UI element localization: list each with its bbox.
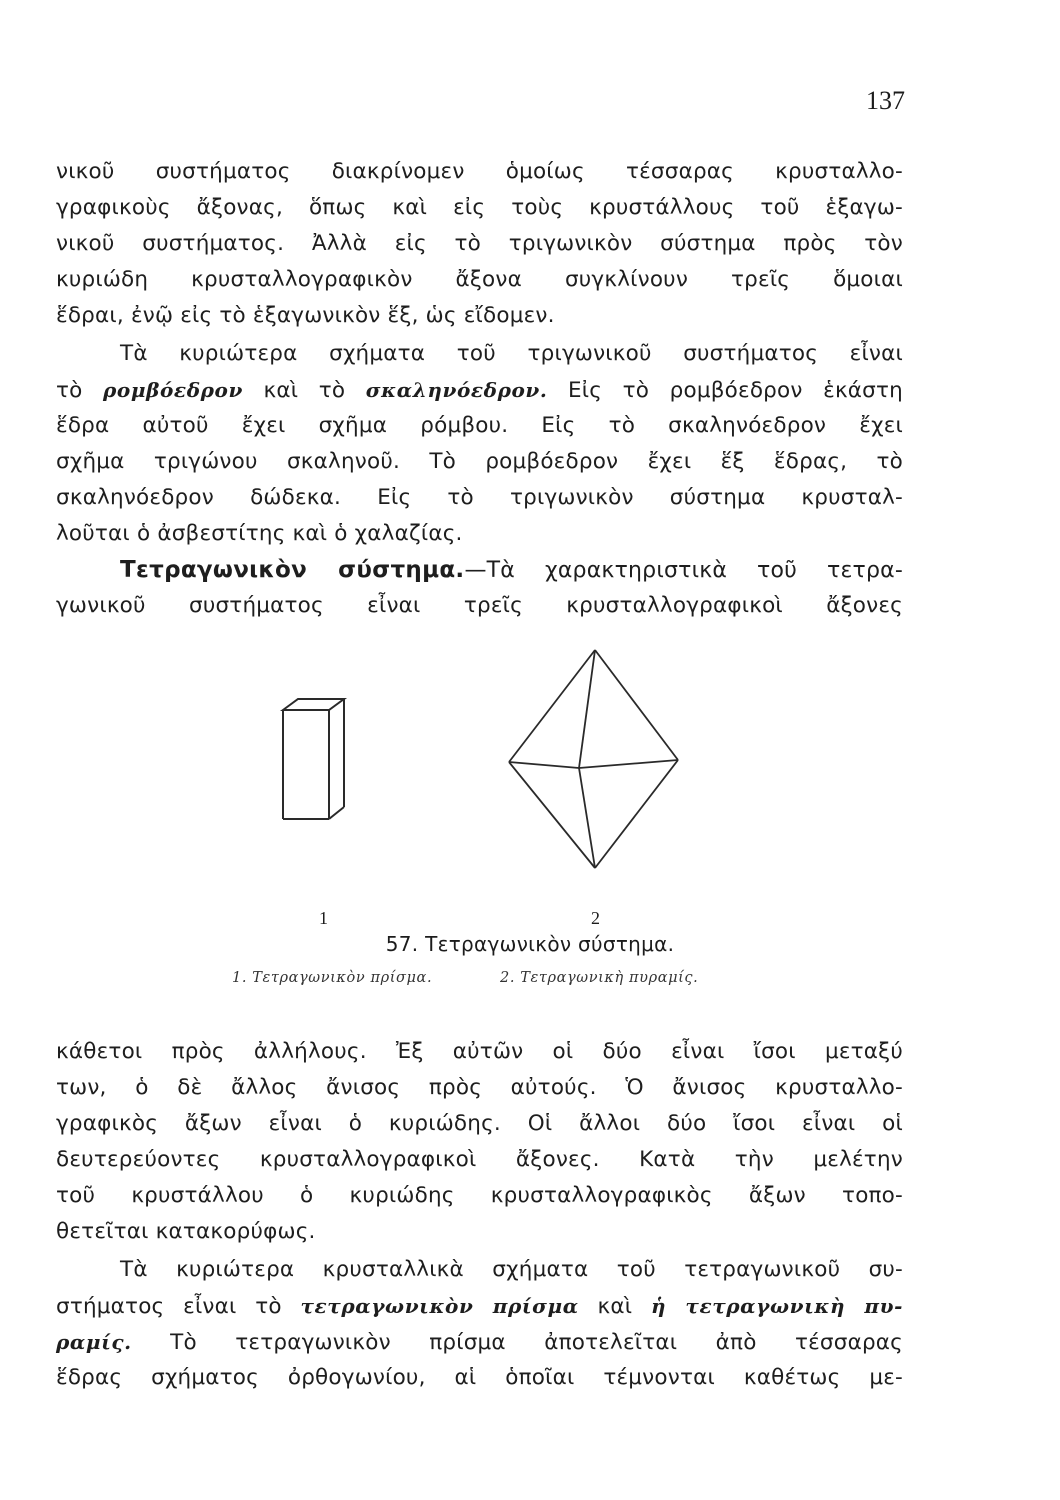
figure-label-1: 1 (319, 908, 328, 928)
text-span: —Τὰ χαρακτηριστικὰ τοῦ τετρα- (464, 558, 903, 583)
text-line: Τὰ κυριώτερα σχήματα τοῦ τριγωνικοῦ συστήματος εἶναι (120, 341, 903, 366)
section-heading: Τετραγωνικὸν σύστημα. (120, 557, 465, 583)
term-rhombohedron: ρομβόεδρον (103, 378, 243, 402)
tetragonal-pyramid-drawing (509, 650, 678, 868)
term-pyramid-end: ραμίς. (56, 1330, 132, 1354)
text-span: καὶ τὸ (242, 378, 366, 403)
term-scalenohedron: σκαληνόεδρον. (365, 378, 548, 402)
prism-edge (329, 807, 344, 819)
text-span: Τὸ τετραγωνικὸν πρίσμα ἀποτελεῖται ἀπὸ τέσσαρας (131, 1330, 903, 1355)
pyramid-edge (595, 760, 678, 868)
text-line: γραφικοὺς ἄξονας, ὅπως καὶ εἰς τοὺς κρυστάλλους τοῦ ἑξαγω- (56, 195, 903, 220)
term-tetragonal-pyramid: ἡ τετραγωνικὴ πυ- (650, 1294, 903, 1318)
text-span: στήματος εἶναι τὸ (56, 1294, 301, 1319)
text-line: ἕδρα αὐτοῦ ἔχει σχῆμα ρόμβου. Εἰς τὸ σκαληνόεδρον ἔχει (56, 413, 903, 438)
page-number: 137 (866, 86, 905, 115)
pyramid-edge (579, 760, 678, 768)
pyramid-edge (509, 762, 579, 768)
figure-subcaption-2: 2. Τετραγωνικὴ πυραμίς. (500, 970, 699, 986)
text-span: καὶ (578, 1294, 651, 1319)
pyramid-edge (595, 650, 678, 760)
text-line: κυριώδη κρυσταλλογραφικὸν ἄξονα συγκλίνουν τρεῖς ὅμοιαι (56, 267, 903, 292)
text-line: Τὰ κυριώτερα κρυσταλλικὰ σχήματα τοῦ τετραγωνικοῦ συ- (120, 1257, 903, 1282)
text-line: γραφικὸς ἄξων εἶναι ὁ κυριώδης. Οἱ ἄλλοι δύο ἴσοι εἶναι οἱ (56, 1111, 903, 1136)
prism-top-face (283, 699, 344, 710)
figure-caption: 57. Τετραγωνικὸν σύστημα. (385, 932, 675, 956)
text-line: νικοῦ συστήματος. Ἀλλὰ εἰς τὸ τριγωνικὸν σύστημα πρὸς τὸν (56, 231, 903, 256)
text-line (56, 1288, 903, 1325)
text-line: γωνικοῦ συστήματος εἶναι τρεῖς κρυσταλλογραφικοὶ ἄξονες (56, 593, 903, 618)
text-line (56, 1324, 903, 1361)
text-line: κάθετοι πρὸς ἀλλήλους. Ἐξ αὐτῶν οἱ δύο εἶναι ἴσοι μεταξύ (56, 1039, 903, 1064)
text-line: σκαληνόεδρον δώδεκα. Εἰς τὸ τριγωνικὸν σύστημα κρυσταλ- (56, 485, 903, 510)
text-line: τοῦ κρυστάλλου ὁ κυριώδης κρυσταλλογραφικὸς ἄξων τοπο- (56, 1183, 903, 1208)
text-span: τὸ (56, 378, 104, 403)
text-span: Εἰς τὸ ρομβόεδρον ἑκάστη (547, 378, 903, 403)
text-line: θετεῖται κατακορύφως. (56, 1219, 316, 1244)
figure-label-2: 2 (591, 908, 600, 928)
term-tetragonal-prism: τετραγωνικὸν πρίσμα (300, 1294, 579, 1318)
text-line: ἕδρας σχήματος ὀρθογωνίου, αἱ ὁποῖαι τέμνονται καθέτως με- (56, 1365, 903, 1390)
text-line: δευτερεύοντες κρυσταλλογραφικοὶ ἄξονες. Κατὰ τὴν μελέτην (56, 1147, 903, 1172)
pyramid-edge (509, 762, 595, 868)
text-line: σχῆμα τριγώνου σκαληνοῦ. Τὸ ρομβόεδρον ἔχει ἕξ ἕδρας, τὸ (56, 449, 903, 474)
text-line: ἕδραι, ἐνῷ εἰς τὸ ἑξαγωνικὸν ἕξ, ὡς εἴδομεν. (56, 303, 555, 328)
tetragonal-prism-drawing (283, 699, 344, 819)
figure-subcaption-1: 1. Τετραγωνικὸν πρίσμα. (232, 970, 433, 986)
text-line: λοῦται ὁ ἀσβεστίτης καὶ ὁ χαλαζίας. (56, 521, 463, 546)
pyramid-edge (579, 768, 595, 868)
text-line: νικοῦ συστήματος διακρίνομεν ὁμοίως τέσσαρας κρυσταλλο- (56, 159, 903, 184)
text-line: των, ὁ δὲ ἄλλος ἄνισος πρὸς αὐτούς. Ὁ ἄνισος κρυσταλλο- (56, 1075, 903, 1100)
